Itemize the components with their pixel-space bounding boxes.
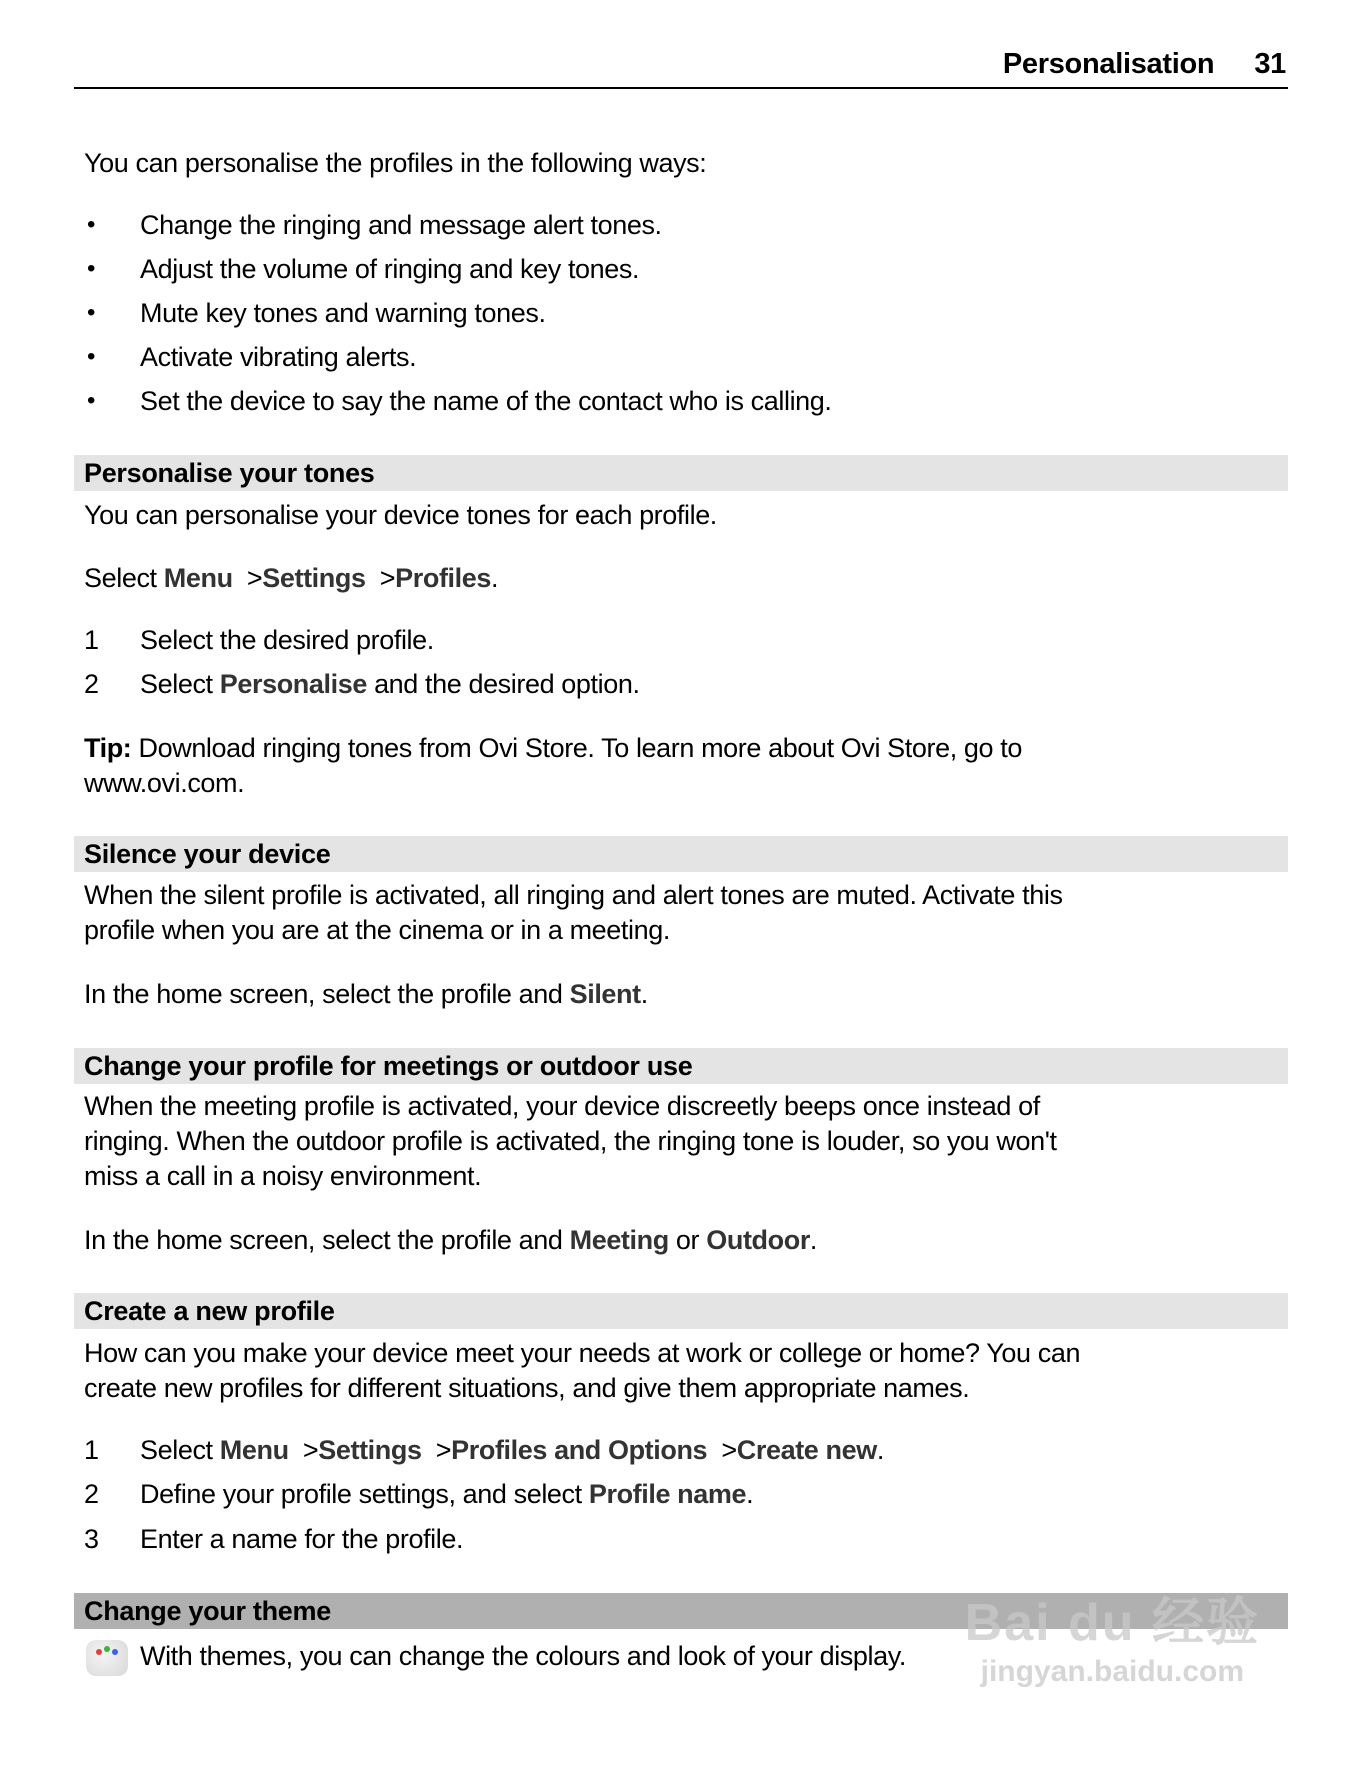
- themes-icon: [86, 1640, 128, 1676]
- body-text: With themes, you can change the colours and look of your display.: [140, 1641, 906, 1671]
- baidu-watermark: [965, 1580, 1260, 1689]
- running-header: [1003, 48, 1286, 81]
- step-text: Select Personalise and the desired option.: [140, 669, 640, 699]
- header-rule: [74, 87, 1288, 89]
- section-heading: [74, 1293, 1288, 1329]
- tip-label: Tip:: [84, 733, 132, 763]
- body-text: When the meeting profile is activated, your device discreetly beeps once instead of: [84, 1091, 1040, 1121]
- body-text: ringing. When the outdoor profile is activated, the ringing tone is louder, so you won't: [84, 1126, 1057, 1156]
- ui-term: Settings: [318, 1435, 422, 1465]
- ui-term: Settings: [262, 563, 366, 593]
- ui-term: Outdoor: [706, 1225, 810, 1255]
- step-number: 1: [84, 1435, 99, 1465]
- body-text: You can personalise your device tones for each profile.: [84, 500, 717, 530]
- tip-text: Tip: Download ringing tones from Ovi Store. To learn more about Ovi Store, go to: [84, 733, 1022, 763]
- section-heading: [74, 1048, 1288, 1084]
- instruction: In the home screen, select the profile and Silent.: [84, 979, 648, 1009]
- step-number: 2: [84, 1479, 99, 1509]
- body-text: profile when you are at the cinema or in a meeting.: [84, 915, 670, 945]
- step-number: 1: [84, 625, 99, 655]
- watermark-logo: Bai du 经验: [964, 1594, 1260, 1652]
- step-text: Define your profile settings, and select Profile name.: [140, 1479, 754, 1509]
- ui-term: Meeting: [569, 1225, 669, 1255]
- bullet-marker: •: [87, 211, 96, 238]
- body-text: miss a call in a noisy environment.: [84, 1161, 482, 1191]
- list-item: Set the device to say the name of the contact who is calling.: [140, 386, 832, 416]
- ui-term: Profiles: [395, 563, 491, 593]
- ui-term: Personalise: [219, 669, 367, 699]
- list-item: Change the ringing and message alert tones.: [140, 210, 662, 240]
- body-text: How can you make your device meet your needs at work or college or home? You can: [84, 1338, 1081, 1368]
- bullet-marker: •: [87, 299, 96, 326]
- heading-text: Change your theme: [84, 1596, 331, 1626]
- ui-term: Menu: [219, 1435, 289, 1465]
- heading-text: Personalise your tones: [84, 458, 375, 488]
- step-number: 3: [84, 1524, 99, 1554]
- heading-text: Create a new profile: [84, 1296, 335, 1326]
- section-heading: [74, 455, 1288, 491]
- ui-term: Create new: [736, 1435, 877, 1465]
- menu-path: Select Menu >Settings >Profiles.: [84, 563, 499, 593]
- heading-text: Change your profile for meetings or outdoor use: [84, 1051, 693, 1081]
- list-item: Mute key tones and warning tones.: [140, 298, 546, 328]
- bullet-marker: •: [87, 255, 96, 282]
- body-text: When the silent profile is activated, all ringing and alert tones are muted. Activate this: [84, 880, 1063, 910]
- intro-text: You can personalise the profiles in the following ways:: [84, 148, 707, 178]
- bullet-marker: •: [87, 387, 96, 414]
- ui-term: Profile name: [588, 1479, 747, 1509]
- page-number: 31: [1254, 48, 1286, 80]
- tip-link: www.ovi.com.: [84, 768, 245, 798]
- section-heading: [74, 836, 1288, 872]
- bullet-marker: •: [87, 343, 96, 370]
- step-number: 2: [84, 669, 99, 699]
- ui-term: Silent: [569, 979, 641, 1009]
- step-text: Enter a name for the profile.: [140, 1524, 464, 1554]
- step-text: Select Menu >Settings >Profiles and Options >Create new.: [140, 1435, 884, 1465]
- body-text: create new profiles for different situations, and give them appropriate names.: [84, 1373, 970, 1403]
- list-item: Adjust the volume of ringing and key tones.: [140, 254, 640, 284]
- list-item: Activate vibrating alerts.: [140, 342, 417, 372]
- instruction: In the home screen, select the profile and Meeting or Outdoor.: [84, 1225, 818, 1255]
- heading-text: Silence your device: [84, 839, 331, 869]
- step-text: Select the desired profile.: [140, 625, 434, 655]
- ui-term: Profiles and Options: [451, 1435, 708, 1465]
- section-title: Personalisation: [1002, 48, 1215, 80]
- watermark-url: jingyan.baidu.com: [980, 1655, 1245, 1688]
- ui-term: Menu: [163, 563, 233, 593]
